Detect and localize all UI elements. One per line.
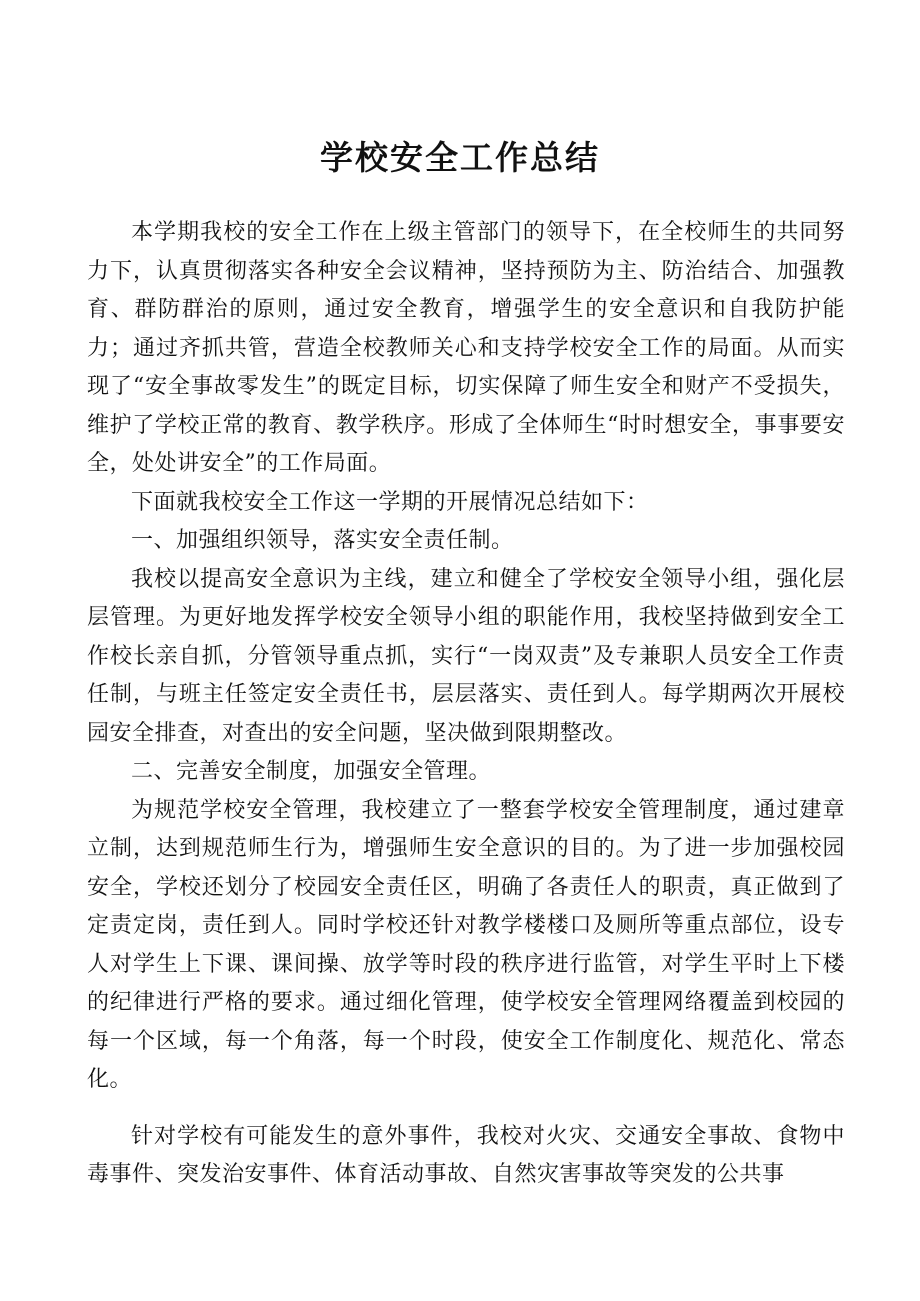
paragraph-section-2: 为规范学校安全管理，我校建立了一整套学校安全管理制度，通过建章立制，达到规范师生行为，增强师生安全意识的目的。为了进一步加强校园安全，学校还划分了校园安全责任区，明确了各责任人的职责，真正做到了定责定岗，责任到人。同时学校还针对教学楼楼口及厕所等重点部位，设专人对学生上下课、课间操、放学等时段的秩序进行监管，对学生平时上下楼的纪律进行严格的要求。通过细化管理，使学校安全管理网络覆盖到校园的每一个区域，每一个角落，每一个时段，使安全工作制度化、规范化、常态化。 bbox=[87, 797, 845, 1092]
page-title: 学校安全工作总结 bbox=[320, 138, 600, 177]
section-heading-1: 一、加强组织领导，落实安全责任制。 bbox=[131, 528, 514, 553]
section-heading-2: 二、完善安全制度，加强安全管理。 bbox=[131, 759, 492, 784]
paragraph-intro: 本学期我校的安全工作在上级主管部门的领导下，在全校师生的共同努力下，认真贯彻落实各种安全会议精神，坚持预防为主、防治结合、加强教育、群防群治的原则，通过安全教育，增强学生的安全意识和自我防护能力；通过齐抓共管，营造全校教师关心和支持学校安全工作的局面。从而实现了“安全事故零发生”的既定目标，切实保障了师生安全和财产不受损失，维护了学校正常的教育、教学秩序。形成了全体师生“时时想安全，事事要安全，处处讲安全”的工作局面。 bbox=[87, 220, 845, 476]
paragraph-section-1: 我校以提高安全意识为主线，建立和健全了学校安全领导小组，强化层层管理。为更好地发挥学校安全领导小组的职能作用，我校坚持做到安全工作校长亲自抓，分管领导重点抓，实行“一岗双责”及专兼职人员安全工作责任制，与班主任签定安全责任书，层层落实、责任到人。每学期两次开展校园安全排查，对查出的安全问题，坚决做到限期整改。 bbox=[87, 566, 845, 746]
paragraph-emergency: 针对学校有可能发生的意外事件，我校对火灾、交通安全事故、食物中毒事件、突发治安事件、体育活动事故、自然灾害事故等突发的公共事 bbox=[87, 1123, 845, 1187]
paragraph-summary-lead: 下面就我校安全工作这一学期的开展情况总结如下： bbox=[131, 489, 649, 515]
document-body bbox=[87, 214, 845, 1195]
